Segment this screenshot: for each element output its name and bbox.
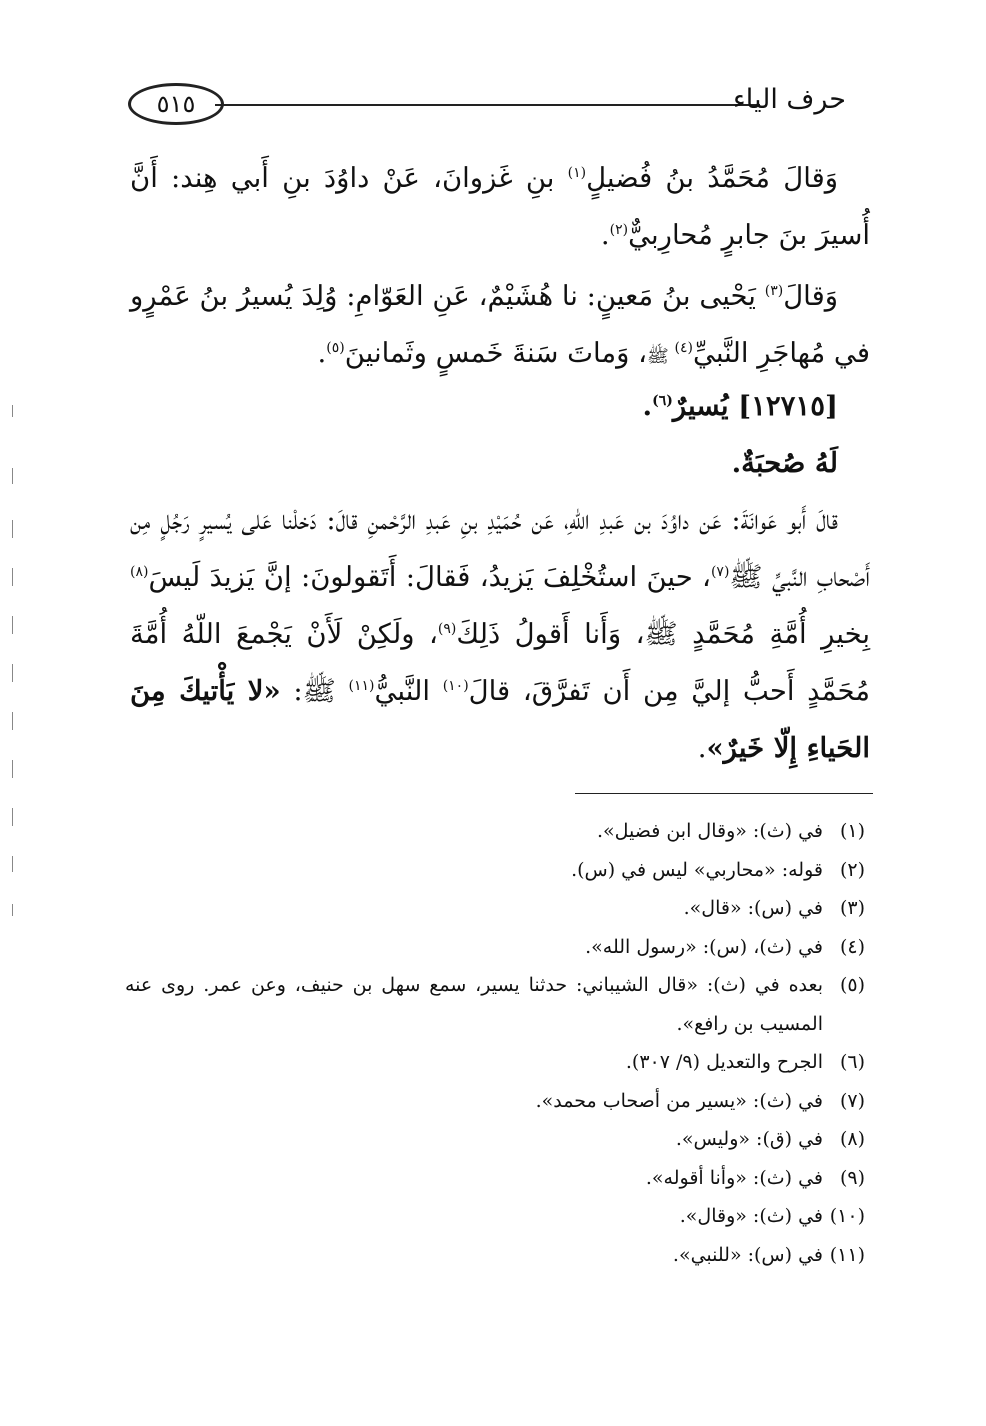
footnote-item bbox=[125, 1236, 875, 1275]
text-run: ، حينَ استُخْلِفَ يَزيدُ، فَقالَ: أَتَقولونَ: إنَّ يَزيدَ لَيسَ bbox=[148, 561, 711, 593]
paragraph-1 bbox=[130, 150, 870, 264]
footnote-text: في (س): «قال». bbox=[683, 897, 823, 919]
header-rule bbox=[215, 104, 760, 106]
page-number-badge bbox=[128, 83, 224, 125]
footnote-item bbox=[125, 889, 875, 928]
footnote-text: في (ث): «وقال». bbox=[679, 1205, 823, 1227]
text-run: قالَ أَبو عَوانَةَ: عَن داوُدَ بن عَبدِ اللّهِ، عَن حُمَيْدِ بنِ عَبدِ الرَّحْمنِ قالَ: دَخلْنا عَلى يُسيرٍ رَجُلٍ مِن أَصْحابِ النَّبيِّ ﷺ bbox=[130, 504, 871, 593]
text-run: وَقالَ bbox=[783, 280, 838, 312]
footnote-item bbox=[125, 1120, 875, 1159]
footnote-item bbox=[125, 812, 875, 851]
footnote-separator bbox=[575, 793, 873, 794]
text-run: بنِ غَزوانَ، عَنْ داوُدَ بنِ أَبي هِند: أَنَّ أُسيرَ بنَ جابرٍ مُحارِبيٌّ bbox=[130, 162, 870, 251]
text-run: وَقالَ مُحَمَّدُ بنُ فُضيلٍ bbox=[586, 162, 838, 194]
running-header-title: حرف الياء bbox=[733, 84, 846, 115]
footnote-ref: (٧) bbox=[710, 563, 730, 580]
footnote-number: (٧) bbox=[839, 1089, 865, 1112]
text-run: . bbox=[697, 732, 707, 764]
text-run: يَحْيى بنُ مَعينٍ: نا هُشَيْمٌ، عَنِ العَوّامِ: وُلِدَ يُسيرُ بنُ عَمْرٍو في مُهاجَرِ النَّبيِّ bbox=[130, 280, 870, 369]
entry-heading bbox=[130, 378, 870, 492]
footnote-text: في (ث): «وقال ابن فضيل». bbox=[596, 820, 823, 842]
text-run: النَّبيُّ bbox=[374, 675, 443, 707]
scan-mark bbox=[12, 904, 13, 916]
footnote-text: في (ق): «وليس». bbox=[675, 1128, 823, 1150]
footnote-ref: (٤) bbox=[674, 339, 693, 356]
scan-mark bbox=[12, 616, 13, 634]
sahaba-line: لَهُ صُحبَةٌ. bbox=[731, 447, 838, 479]
footnote-item bbox=[125, 928, 875, 967]
scan-mark bbox=[12, 808, 13, 826]
footnote-ref: (١٠) bbox=[442, 677, 469, 694]
scan-mark bbox=[12, 712, 13, 730]
footnote-ref: (٦) bbox=[652, 392, 673, 409]
footnote-text: بعده في (ث): «قال الشيباني: حدثنا يسير، سمع سهل بن حنيف، وعن عمر. روى عنه المسيب بن رافع». bbox=[125, 974, 823, 1035]
footnote-number: (٢) bbox=[839, 858, 865, 881]
footnote-number: (٥) bbox=[839, 974, 865, 996]
footnote-ref: (٣) bbox=[764, 282, 784, 299]
text-run: ، وَماتَ سَنةَ خَمسٍ وثَمانينَ bbox=[344, 337, 648, 369]
footnote-ref: (٢) bbox=[609, 221, 629, 238]
scan-mark bbox=[12, 568, 13, 586]
footnote-item bbox=[125, 1043, 875, 1082]
footnote-item bbox=[125, 1082, 875, 1121]
scan-mark bbox=[12, 520, 13, 538]
footnote-number: (٤) bbox=[839, 935, 865, 958]
scan-mark bbox=[12, 405, 13, 417]
paragraph-2 bbox=[130, 268, 870, 385]
scan-mark bbox=[12, 760, 13, 778]
text-run: . bbox=[600, 219, 610, 251]
footnote-text: في (ث): «وأنا أقوله». bbox=[645, 1166, 823, 1189]
body-section-top bbox=[130, 150, 870, 385]
page-number: ٥١٥ bbox=[156, 90, 196, 118]
entry-name: يُسيرٌ bbox=[672, 390, 739, 422]
hadith-quote: «لا يَأْتيكَ مِنَ الحَياءِ إِلّا خَيرٌ» bbox=[130, 675, 870, 764]
footnote-item bbox=[125, 1159, 875, 1198]
footnote-text: قوله: «محاربي» ليس في (س). bbox=[571, 858, 823, 881]
footnote-text: في (ث): «يسير من أصحاب محمد». bbox=[535, 1089, 823, 1112]
footnote-number: (٩) bbox=[839, 1166, 865, 1189]
scan-mark bbox=[12, 664, 13, 682]
text-run: . bbox=[317, 337, 327, 369]
footnote-number: (٣) bbox=[839, 897, 865, 919]
entry-title bbox=[130, 378, 870, 435]
footnote-text: في (س): «للنبي». bbox=[672, 1243, 823, 1266]
footnote-text: في (ث)، (س): «رسول الله». bbox=[585, 935, 823, 958]
text-run: ﷺ: bbox=[280, 675, 349, 707]
text-run: . bbox=[642, 390, 653, 422]
entry-number: [١٢٧١٥] bbox=[738, 390, 838, 422]
scan-mark bbox=[12, 856, 13, 872]
footnote-ref: (٥) bbox=[326, 339, 345, 356]
footnote-ref: (١) bbox=[567, 164, 587, 181]
footnote-ref: (٩) bbox=[437, 620, 457, 637]
footnote-number: (٦) bbox=[839, 1051, 865, 1073]
footnote-text: الجرح والتعديل (٩/ ٣٠٧). bbox=[625, 1051, 823, 1073]
footnote-number: (٨) bbox=[839, 1128, 865, 1150]
footnote-item bbox=[125, 1197, 875, 1236]
text-run: بِخيرِ أُمَّةِ مُحَمَّدٍ ﷺ، وَأَنا أَقولُ ذَلِكَ bbox=[456, 618, 870, 650]
text-run: ، ولَكِنْ لَأَنْ يَجْمعَ اللّهُ أُمَّةَ مُحَمَّدٍ أَحبُّ إليَّ مِن أَن تَفرَّقَ، قالَ bbox=[130, 618, 870, 707]
footnotes-list bbox=[125, 812, 875, 1274]
body-section-main bbox=[130, 492, 870, 777]
footnote-number: (١) bbox=[839, 820, 865, 842]
footnote-item bbox=[125, 966, 875, 1043]
footnote-number: (١١) bbox=[829, 1243, 865, 1266]
footnote-item bbox=[125, 851, 875, 890]
footnote-ref: (١١) bbox=[348, 677, 375, 694]
scan-mark bbox=[12, 468, 13, 484]
footnote-ref: (٨) bbox=[130, 563, 149, 580]
salutation-glyph: ﷺ bbox=[647, 346, 675, 367]
paragraph-3 bbox=[130, 492, 870, 777]
footnote-number: (١٠) bbox=[829, 1205, 865, 1227]
